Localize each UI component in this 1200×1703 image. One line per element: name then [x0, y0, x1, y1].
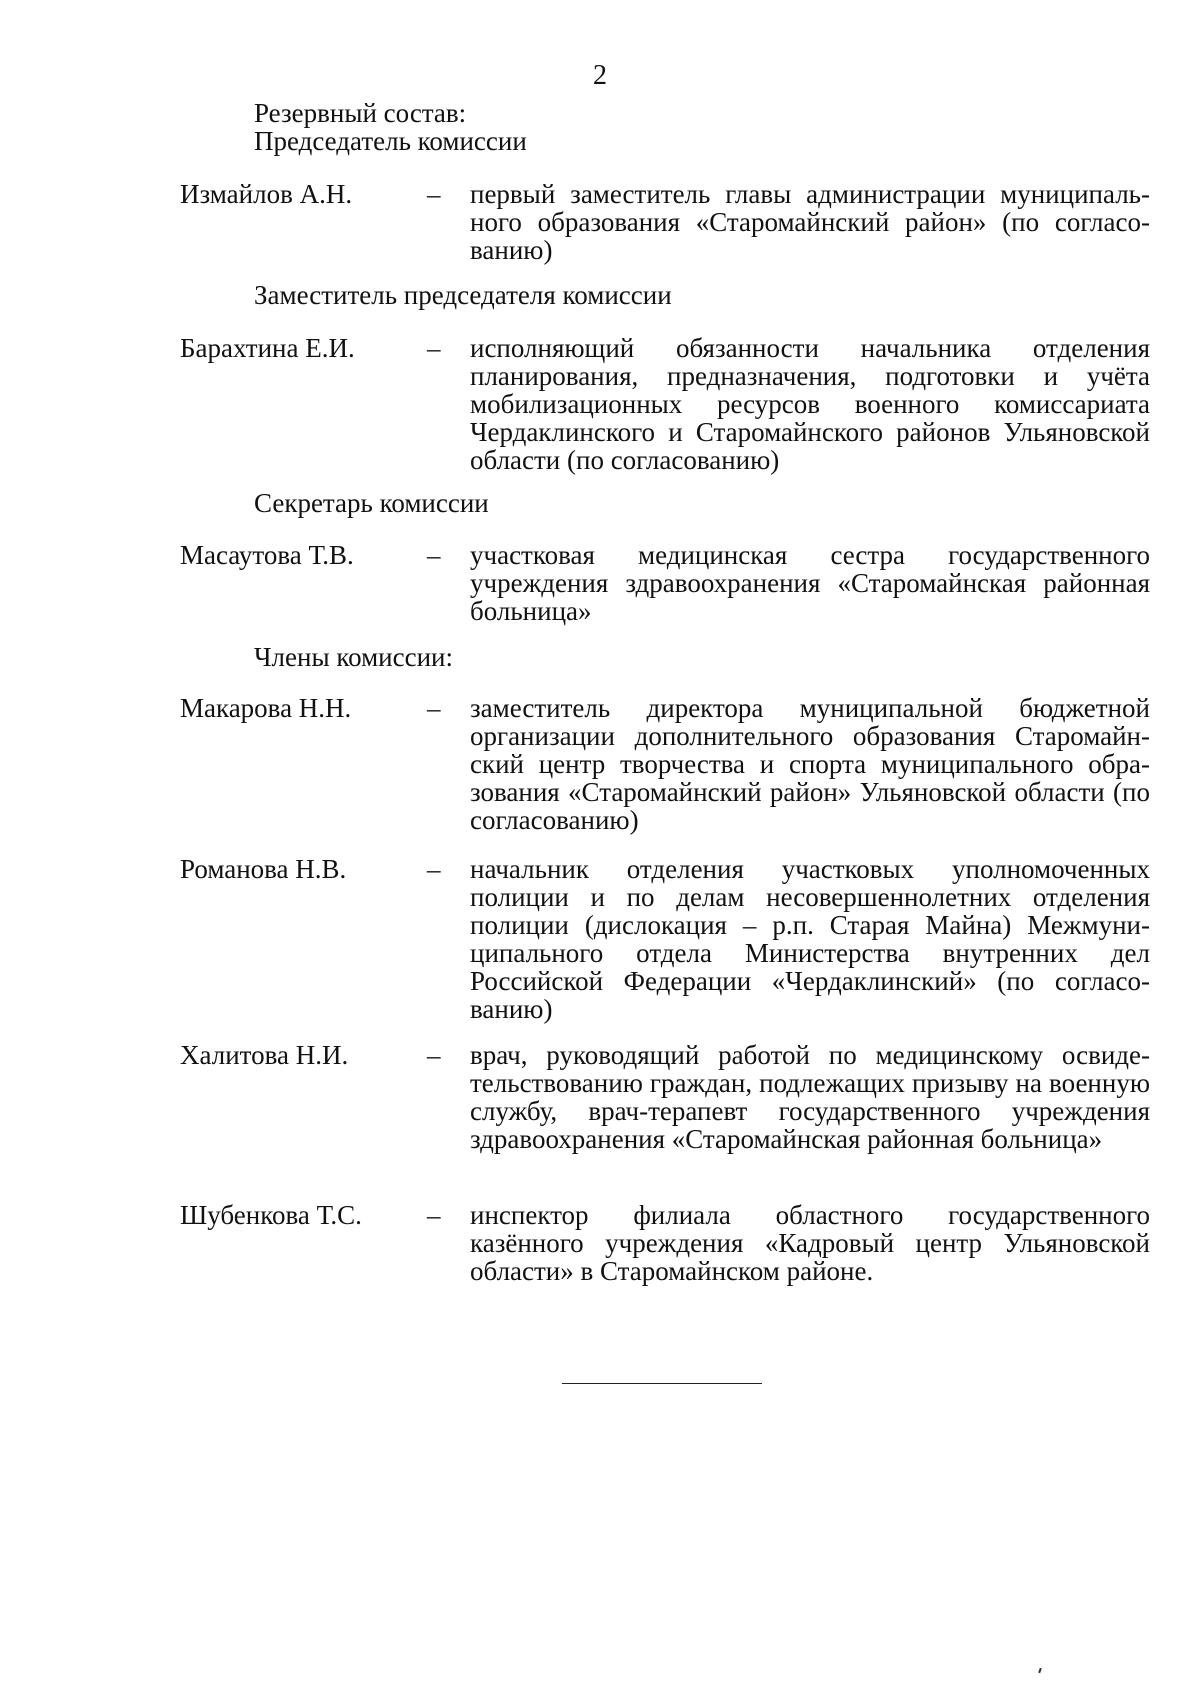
dash-separator: – — [427, 854, 441, 884]
member-position: участковая медицинская сестра государственного учреждения здравоохранения «Старомайнская районная больница» — [470, 540, 1150, 626]
member-name: Халитова Н.И. — [180, 1040, 349, 1070]
dash-separator: – — [427, 540, 441, 570]
member-position: первый заместитель главы администрации муниципального образования «Старомайнский район» (по согласованию) — [470, 179, 1150, 265]
dash-separator: – — [427, 1040, 441, 1070]
deputy-title: Заместитель председателя комиссии — [254, 280, 672, 310]
member-name: Барахтина Е.И. — [180, 333, 355, 363]
dash-separator: – — [427, 179, 441, 209]
member-name: Макарова Н.Н. — [180, 693, 352, 723]
member-position: врач, руководящий работой по медицинскому освидетельствованию граждан, подлежащих призыву на военную службу, врач-терапевт государственного учреждения здравоохранения «Старомайнская районная больница» — [470, 1040, 1150, 1154]
member-position: исполняющий обязанности начальника отделения планирования, предназначения, подготовки и учёта мобилизационных ресурсов военного комиссариата Чердаклинского и Старомайнского районов Ульяновской области (по согласованию) — [470, 333, 1150, 475]
chair-title: Председатель комиссии — [254, 126, 527, 156]
scan-speck — [1038, 1668, 1042, 1673]
member-position: начальник отделения участковых уполномоченных полиции и по делам несовершеннолетних отделения полиции (дислокация – р.п. Старая Майна) Межмуниципального отдела Министерства внутренних дел Российской Федерации «Чердаклинский» (по согласованию) — [470, 854, 1150, 1024]
member-name: Шубенкова Т.С. — [180, 1200, 362, 1230]
member-position: заместитель директора муниципальной бюджетной организации дополнительного образования Старомайнский центр творчества и спорта муниципального образования «Старомайнский район» Ульяновской области (по согласованию) — [470, 693, 1150, 835]
member-position: инспектор филиала областного государственного казённого учреждения «Кадровый центр Ульяновской области» в Старомайнском районе. — [470, 1200, 1150, 1286]
member-name: Романова Н.В. — [180, 854, 347, 884]
member-name: Масаутова Т.В. — [180, 540, 354, 570]
members-title: Члены комиссии: — [254, 642, 453, 672]
dash-separator: – — [427, 1200, 441, 1230]
end-of-list-rule — [562, 1383, 762, 1384]
dash-separator: – — [427, 333, 441, 363]
page-number: 2 — [593, 60, 607, 91]
secretary-title: Секретарь комиссии — [254, 488, 489, 518]
reserve-heading: Резервный состав: — [254, 98, 467, 128]
dash-separator: – — [427, 693, 441, 723]
member-name: Измайлов А.Н. — [180, 179, 353, 209]
